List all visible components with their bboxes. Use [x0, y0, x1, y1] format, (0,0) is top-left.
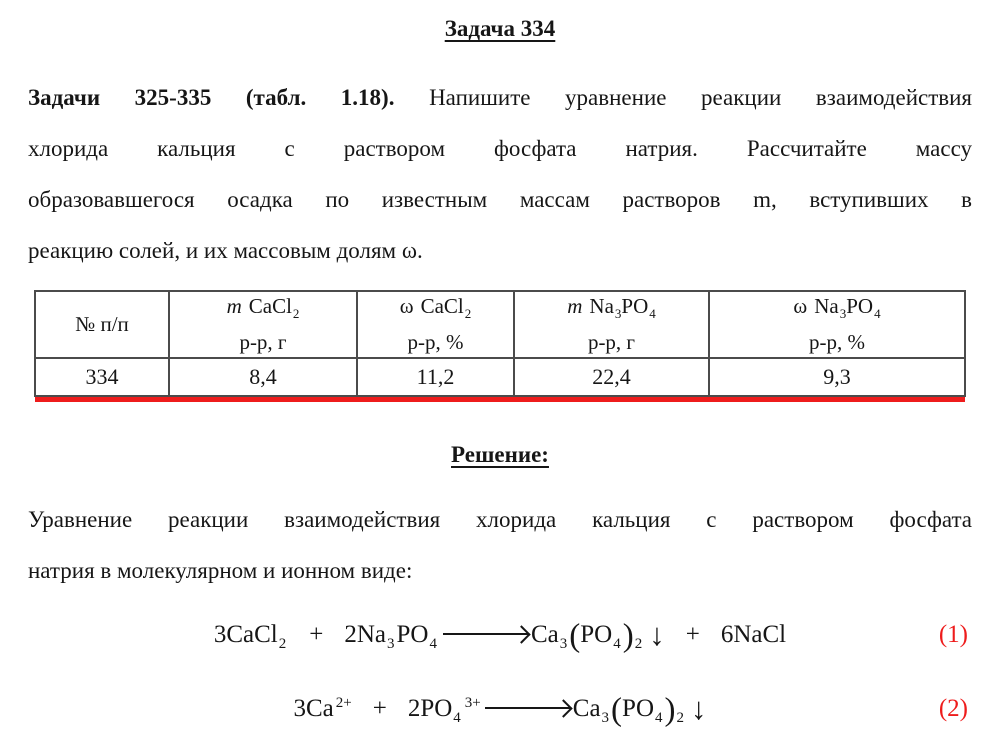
table-header-number: № п/п — [35, 291, 169, 358]
table-row — [35, 358, 965, 396]
header-formula: ω $Na_3PO_4$ — [793, 294, 881, 322]
problem-statement — [28, 72, 972, 276]
table-header-m-cacl2 — [169, 291, 357, 358]
table-header-row — [35, 291, 965, 358]
header-formula: m $Na_3PO_4$ — [567, 294, 656, 322]
table-header-w-na3po4 — [709, 291, 965, 358]
problem-line — [28, 72, 972, 123]
cell-m-na3po4: 22,4 — [514, 358, 709, 396]
header-unit: р-р, % — [809, 330, 865, 355]
table-header-w-cacl2 — [357, 291, 514, 358]
table-header-m-na3po4 — [514, 291, 709, 358]
equation-ionic — [28, 682, 972, 736]
header-unit: р-р, г — [587, 330, 636, 355]
header-unit: р-р, г — [239, 330, 287, 355]
equation-molecular — [28, 608, 972, 662]
header-formula: ω CaCl$_2$ — [399, 294, 472, 322]
cell-w-cacl2: 11,2 — [357, 358, 514, 396]
variable-m: m — [567, 294, 583, 318]
problem-line: реакцию солей, и их массовым долям ω. — [28, 238, 423, 263]
variable-omega: ω — [399, 294, 414, 318]
variable-m: m — [226, 294, 242, 318]
cell-problem-number: 334 — [35, 358, 169, 396]
solution-intro-line: Уравнение реакции взаимодействия хлорида кальция с раствором фосфата — [28, 507, 972, 533]
equation-ionic-body: 3Ca $^{2+} + 2PO_4^{3+}$ $Ca_3(PO_4)_2$ ↓ — [293, 691, 707, 729]
problem-line: хлорида кальция с раствором фосфата натрия. Рассчитайте массу — [28, 136, 972, 161]
header-unit: р-р, % — [407, 330, 464, 355]
problem-lead-rest: Напишите уравнение реакции взаимодействия — [429, 85, 973, 110]
variable-omega: ω — [793, 294, 808, 318]
equation-number-2: (2) — [938, 695, 968, 723]
equation-number-1: (1) — [938, 621, 968, 649]
header-formula: m CaCl$_2$ — [226, 294, 300, 322]
cell-w-na3po4: 9,3 — [709, 358, 965, 396]
equation-molecular-body: 3CaCl$_2$ + $2Na_3PO_4$ $Ca_3(PO_4)_2$ ↓ + 6NaCl — [213, 617, 787, 655]
problem-line: образовавшегося осадка по известным массам растворов m, вступивших в — [28, 187, 972, 212]
solution-heading: Решение: — [451, 442, 549, 468]
solution-intro-line: натрия в молекулярном и ионном виде: — [28, 558, 413, 584]
page-title: Задача 334 — [444, 16, 556, 41]
cell-m-cacl2: 8,4 — [169, 358, 357, 396]
red-divider — [35, 397, 965, 402]
given-data-table — [34, 290, 966, 397]
solution-intro — [28, 494, 972, 596]
problem-lead-bold: Задачи 325-335 (табл. 1.18). — [28, 85, 395, 110]
